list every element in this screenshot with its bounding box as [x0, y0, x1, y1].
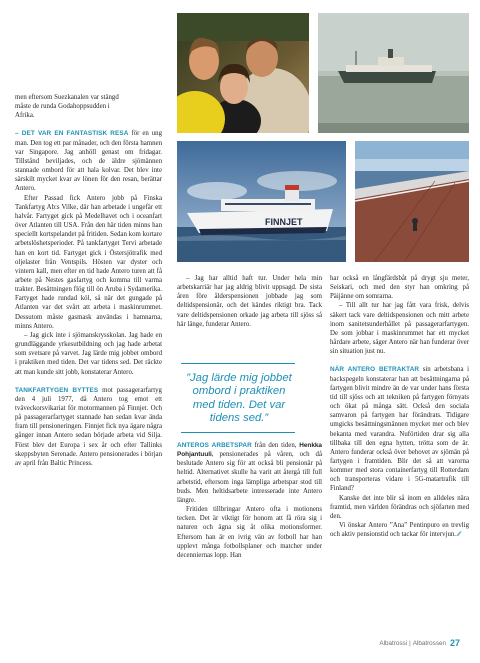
footer-separator: | [409, 639, 411, 647]
paragraph: – Jag gick inte i sjömanskrysskolan. Jag hade en grundläggande yrkesutbildning och jag hade arbetat som svetsare på varvet. Jag lärde mig jobbet ombord i praktiken med tiden. Det var tidens sed. Det räckte att man kunde sitt jobb, konstaterar Antero. [15, 331, 162, 376]
article-column-2 [177, 274, 322, 329]
paragraph: har också en långfärdsbåt på drygt sju meter, Seiskari, och med den styr han omkring på Päijänne om somrarna. [330, 275, 469, 301]
paragraph [15, 386, 162, 468]
paragraph: Efter Passad fick Antero jobb på Finska Tankfartyg Ab:s Vilke, där han arbetade i ungefär ett halvår. Fartyget gick på Medelhavet och i oceanfart över Atlanten till USA. Från den här tiden minns han speciellt kortspelandet på fritiden. Sedan kom kortare arbetslöshetsperioder. På tankfartyget Tervi arbetade han en kort tid. Fartyget gick i Östersjötrafik med oljelaster från Ventspils. Hösten var dyster och vintern kall, men efter en tid hade Antero turen att få arbete på Nestes gasfartyg och komma till varma trakter. Besättningen flög till ön Aruba i Sydamerika. Fartyget hade rundad kól, så när det gungade på Atlanten var det svårt att arbeta i maskinrummet. Dessutom måste gasmask användas i hamnarna, minns Antero. [15, 194, 162, 330]
person-name: Henkka Pohjantuuli [177, 442, 322, 459]
paragraph: – Jag har alltid haft tur. Under hela min arbetskarriär har jag aldrig blivit uppsagd. De sista åren före ålderspensionen jobbade jag som deltidspensionär, och det kändes riktigt bra. Tack vare deltidspensionen orkade jag arbeta till sjöss så här länge, funderar Antero. [177, 275, 322, 328]
section-lead: ANTEROS ARBETSPAR [177, 442, 252, 449]
paragraph-text: för en ung man. Den tog ett par månader, och den första hamnen var Singapore. Jag anhöll genast om fridagar. Tillstånd beviljades, och de äldre sjömännen stannade ombord för att hala kolvar. Det blev inte särskilt mycket kvar av lönen för den resan, berättar Antero. [15, 130, 162, 193]
end-mark-icon: ⁄⁄ [457, 531, 461, 539]
photo-ship-at-sea [318, 13, 469, 133]
paragraph: Fritiden tillbringar Antero ofta i motionens tecken. Det är viktigt för honom att få röra sig i naturen och ägna sig åt olika motionsformer. Eftersom han är en ivrig vän av fotboll har han upplevt många fotbollsplaner och matcher under decenniernas lopp. Han [177, 506, 322, 559]
article-column-3 [330, 274, 469, 539]
paragraph: men eftersom Suezkanalen var stängd måste de runda Godahoppsudden i Afrika. [15, 94, 119, 120]
magazine-name-swedish: Albatrossen [412, 639, 446, 647]
paragraph-text: , pensionerades på våren, och då beslutade Antero sig för att också bli pensionär på heltid. Alternativet skulle ha varit att återgå till full arbetstid, eftersom inga lämpliga arbetspar stod till buds. Men heltidsarbete intresserade inte Antero längre. [177, 451, 322, 504]
section-lead: TANKFARTYGEN BYTTES [15, 386, 99, 394]
article-column-1 [15, 93, 162, 468]
paragraph [15, 129, 162, 193]
paragraph [330, 521, 469, 539]
section-lead: – DET VAR EN FANTASTISK RESA [15, 130, 129, 138]
paragraph-text: från den tiden, [251, 442, 300, 449]
page-number: 27 [449, 638, 460, 648]
paragraph-text: sin arbetsbana i backspegeln konstaterar han att besättningarna på fartygen blivit mindre än de var under hans första tid till sjöss och att tekniken på fartygen förnyats och ökat på många sätt. Också den sociala samvaron på fartygen har förändrats. Tidigare umgicks besättningsmännen mycket mer och blev bekanta med varandra. Nuförtiden drar sig alla tillbaka till den egna hytten, trötta som de är. Antero funderar också över behovet av sjömän på fartygen i framtiden. Blir det så att varorna kommer med stora containerfartyg till Rotterdam och transporteras vidare i 5G-matartrafik till Finland? [330, 366, 469, 493]
paragraph: Kanske det inte blir så inom en alldeles nära framtid, men världen förändras och sjöfarten med den. [330, 494, 469, 520]
ship-name-label: FINNJET [265, 217, 303, 227]
quote-rule-bottom [181, 432, 295, 433]
paragraph-text: mot passagerarfartyg den 4 juli 1977, då Antero tog emot ett tväveckorsvikariat för motormannen på Finnjet. Och på passagerarfartyget stannade han sedan kvar ända fram till pensioneringen. Finnjet fick nya ägare några gånger innan Antero sedan började arbeta vid Silja. Först blev det Europa i sex år och efter Tallinks skeppsbyten Serenade. Antero pensionerades i början av april från Baltic Princess. [15, 386, 162, 467]
photo-crew-portrait [177, 13, 309, 133]
paragraph: – Till allt tur har jag fått vara frisk, delvis säkert tack vare deltidspensionen och mitt arbete inom sanitetsunderhållet på passagerarfartygen. De som jobbar i maskinrummet har ett mycket hårdare arbete, säger Antero när han funderar över sin situation just nu. [330, 302, 469, 356]
article-column-2-continued [177, 441, 322, 560]
page-footer [379, 638, 460, 648]
photo-finnjet-ferry [177, 141, 346, 262]
magazine-name: Albatrossi [379, 639, 408, 647]
paragraph-text: Vi önskar Antero ”Ana” Pentinpuro en trevlig och aktiv pensionstid och tackar för intervjun. [330, 522, 469, 539]
paragraph [330, 365, 469, 493]
paragraph [177, 441, 322, 505]
photo-ship-deck [355, 141, 469, 262]
quote-rule-top [181, 363, 295, 364]
section-lead: NÄR ANTERO BETRAKTAR [330, 366, 420, 374]
pull-quote: ”Jag lärde mig jobbet ombord i praktiken med tiden. Det var tidens sed.” [186, 372, 292, 425]
